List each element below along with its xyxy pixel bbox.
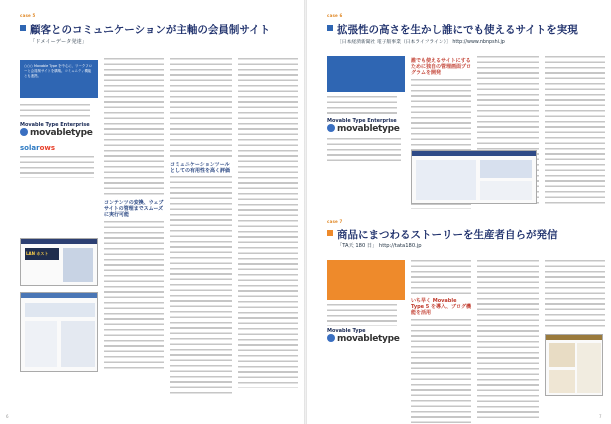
body-column-2 (170, 58, 232, 398)
article-case-7 (307, 212, 611, 424)
screenshot-site (545, 334, 603, 396)
shot-caption: LAN ホスト (26, 251, 49, 256)
body-column-2 (477, 260, 539, 420)
body-column-3 (238, 58, 298, 398)
movabletype-logo: movabletype (327, 124, 407, 134)
product-name: Movable Type Enterprise (20, 122, 90, 128)
info-box (327, 260, 405, 300)
body-column-1 (411, 260, 471, 420)
page-number-left: 6 (6, 414, 9, 419)
article-subtitle: ［日本経済新聞社 電子版事業（日本ライフライン）］ http://www.nbnpshi.jp (337, 40, 505, 45)
article-title: 拡張性の高さを生かし誰にでも使えるサイトを実現 (337, 24, 578, 36)
title-mark-icon (327, 230, 333, 236)
case-label: case 5 (20, 13, 36, 18)
product-logos (20, 104, 100, 178)
screenshot-lan-host (20, 238, 98, 286)
section-heading-2: コンテンツの変換、ウェブサイトの管理までスムーズに実行可能 (104, 200, 164, 219)
body-column-1 (104, 58, 164, 358)
case-label: case 7 (327, 219, 343, 224)
section-heading: 誰でも使えるサイトにするために独自の管理画面プログラムを開発 (411, 58, 472, 77)
article-title: 顧客とのコミュニケーションが主軸の会員制サイト (30, 24, 271, 36)
screenshot-site (411, 150, 537, 204)
product-name: Movable Type (327, 328, 366, 334)
solarows-logo: solarows (20, 144, 56, 152)
page-number-right: 7 (599, 414, 602, 419)
section-heading: いち早く Movable Type 5 を導入、ブログ機能を活用 (411, 298, 472, 317)
case-label: case 6 (327, 13, 343, 18)
screenshot-site (20, 292, 98, 372)
article-subtitle: 「ドメイーデータ発達」 (30, 39, 87, 45)
section-heading: コミュニケーションツールとしての有用性を高く評価 (170, 162, 231, 175)
article-case-5 (0, 0, 304, 424)
product-name: Movable Type Enterprise (327, 118, 397, 124)
title-mark-icon (20, 25, 26, 31)
body-column-3 (545, 56, 605, 206)
movabletype-logo: movabletype (327, 334, 407, 344)
article-subtitle: 「TA天 180 日」 http://tata180.jp (337, 243, 422, 249)
movabletype-logo: movabletype (20, 128, 100, 138)
info-box (327, 56, 405, 92)
product-logos (327, 96, 407, 164)
product-logos (327, 304, 407, 344)
article-title: 商品にまつわるストーリーを生産者自らが発信 (337, 229, 558, 241)
title-mark-icon (327, 25, 333, 31)
info-box: ○○○ Movable Type を中心に、ワークフローと会員制サイトを構築。コミュニティ機能とも連携。 (20, 60, 98, 98)
